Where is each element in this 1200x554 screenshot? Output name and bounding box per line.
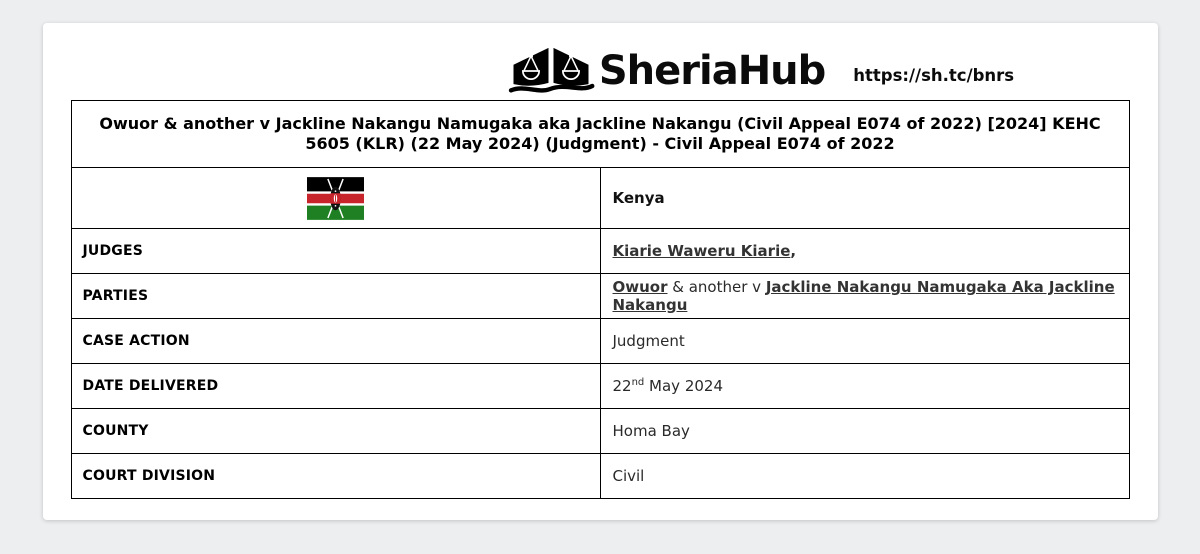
case-summary-card bbox=[43, 23, 1158, 520]
judges-value bbox=[600, 229, 1129, 274]
judges-label: JUDGES bbox=[71, 229, 600, 274]
case-title-row bbox=[71, 101, 1129, 168]
date-delivered-label: DATE DELIVERED bbox=[71, 364, 600, 409]
case-action-row bbox=[71, 319, 1129, 364]
court-division-value: Civil bbox=[600, 454, 1129, 499]
party-appellant-link[interactable]: Owuor bbox=[612, 278, 668, 296]
country-name: Kenya bbox=[600, 168, 1129, 229]
court-division-label: COURT DIVISION bbox=[71, 454, 600, 499]
county-row bbox=[71, 409, 1129, 454]
judges-row bbox=[71, 229, 1129, 274]
county-value: Homa Bay bbox=[600, 409, 1129, 454]
judge-link[interactable]: Kiarie Waweru Kiarie bbox=[612, 242, 791, 260]
case-title: Owuor & another v Jackline Nakangu Namugaka aka Jackline Nakangu (Civil Appeal E074 of 2022) [2024] KEHC 5605 (KLR) (22 May 2024) (Judgment) - Civil Appeal E074 of 2022 bbox=[71, 101, 1129, 168]
date-delivered-value bbox=[600, 364, 1129, 409]
parties-label: PARTIES bbox=[71, 274, 600, 319]
parties-value bbox=[600, 274, 1129, 319]
judges-suffix: , bbox=[790, 242, 797, 260]
date-ordinal: nd bbox=[631, 377, 645, 388]
country-row bbox=[71, 168, 1129, 229]
case-action-label: CASE ACTION bbox=[71, 319, 600, 364]
short-url: https://sh.tc/bnrs bbox=[853, 65, 1015, 85]
case-action-value: Judgment bbox=[600, 319, 1129, 364]
county-label: COUNTY bbox=[71, 409, 600, 454]
date-delivered-row bbox=[71, 364, 1129, 409]
case-table bbox=[71, 100, 1130, 499]
date-rest: May 2024 bbox=[644, 377, 724, 395]
parties-connector: & another v bbox=[667, 278, 766, 296]
sheriahub-logo-icon bbox=[506, 45, 596, 97]
site-header bbox=[43, 23, 1158, 100]
parties-row bbox=[71, 274, 1129, 319]
party-respondent-link[interactable]: Jackline Nakangu Namugaka Aka Jackline Nakangu bbox=[612, 278, 1115, 314]
flag-cell bbox=[71, 168, 600, 229]
brand-name: SheriaHub bbox=[598, 48, 826, 94]
date-day: 22 bbox=[612, 377, 632, 395]
kenya-flag-icon bbox=[307, 177, 364, 220]
logo-row bbox=[506, 23, 1014, 97]
court-division-row bbox=[71, 454, 1129, 499]
